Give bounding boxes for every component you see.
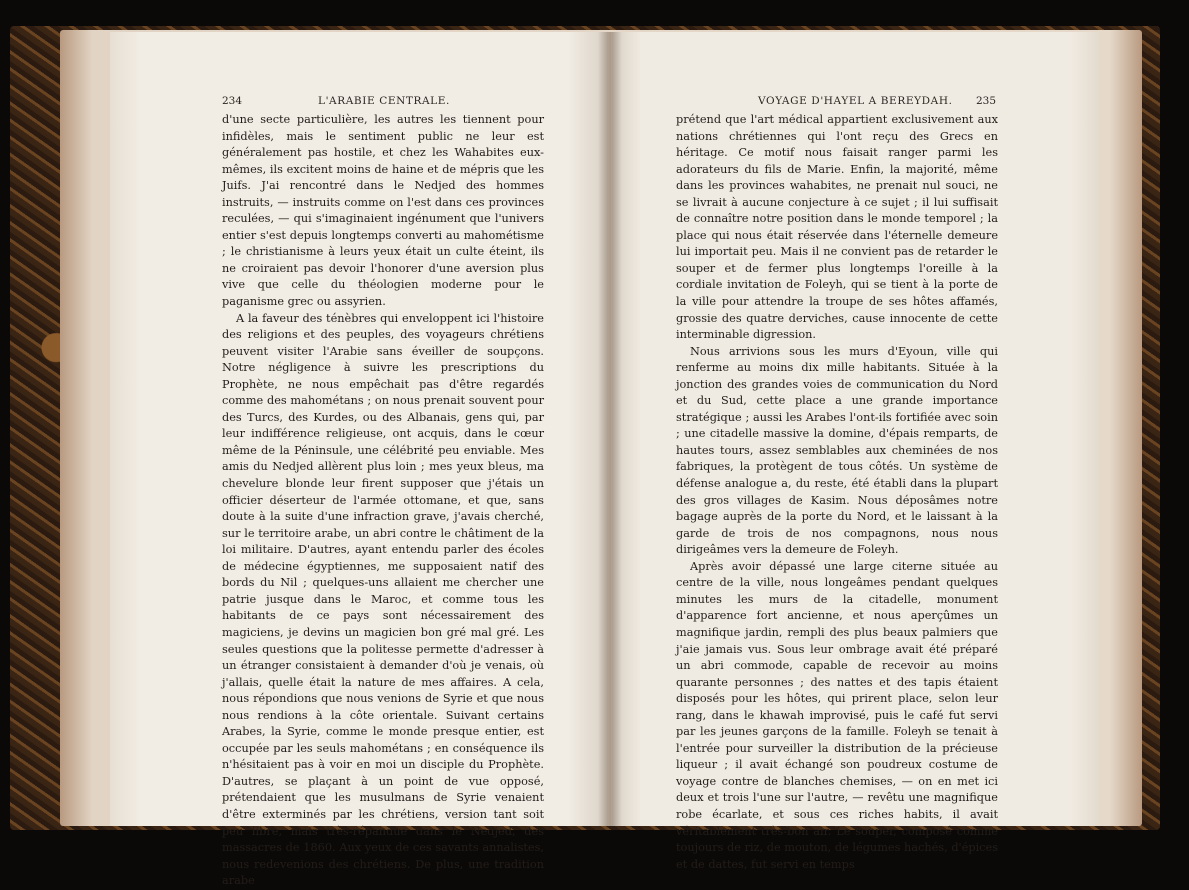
paragraph: A la faveur des ténèbres qui enveloppent ici l'histoire des religions et des peuples, des voyageurs chrétiens peuvent visiter l'Arabie sans éveiller de soupçons. Notre négligence à suivre les prescriptions du Prophète, ne nous empêchait pas d'être regardés comme des mahométans ; on nous prenait souvent pour des Turcs, des Kurdes, ou des Albanais, gens qui, par leur indifférence religieuse, ont acquis, dans le cœur même de la Péninsule, une célébrité peu enviable. Mes amis du Nedjed allèrent plus loin ; mes yeux bleus, ma chevelure blonde leur firent supposer que j'étais un officier déserteur de l'armée ottomane, et que, sans doute à la suite d'une infraction grave, j'avais cherché, sur le territoire arabe, un abri contre le châtiment de la loi militaire. D'autres, ayant entendu parler des écoles de médecine égyptiennes, me supposaient natif des bords du Nil ; quelques-uns allaient me chercher une patrie jusque dans le Maroc, et comme tous les habitants de ce pays sont nécessairement des magiciens, je devins un magicien bon gré mal gré. Les seules questions que la politesse permette d'adresser à un étranger consistaient à demander d'où je venais, où j'allais, quelle était la nature de mes affaires. A cela, nous répondions que nous venions de Syrie et que nous nous rendions à la côte orientale. Suivant certains Arabes, la Syrie, comme le monde presque entier, est occupée par les seuls mahométans ; en conséquence ils n'hésitaient pas à voir en moi un disciple du Prophète. D'autres, se plaçant à un point de vue opposé, prétendaient que les musulmans de Syrie venaient d'être exterminés par les chrétiens, version tant soit peu libre, mais très-répandue dans le Nedjed, des massacres de 1860. Aux yeux de ces savants annalistes, nous redevenions des chrétiens. De plus, une tradition arabe (222, 311, 544, 888)
right-running-head (676, 95, 998, 109)
right-page-number: 235 (975, 95, 996, 107)
paragraph: Après avoir dépassé une large citerne située au centre de la ville, nous longeâmes pendant quelques minutes les murs de la citadelle, monument d'apparence fort ancienne, et nous aperçûmes un magnifique jardin, rempli des plus beaux palmiers que j'aie jamais vus. Sous leur ombrage avait été préparé un abri commode, capable de recevoir au moins quarante personnes ; des nattes et des tapis étaient disposés pour les hôtes, qui prirent place, selon leur rang, dans le khawah improvisé, puis le café fut servi par les jeunes garçons de la famille. Foleyh se tenait à l'entrée pour surveiller la distribution de la précieuse liqueur ; il avait échangé son poudreux costume de voyage contre de blanches chemises, — on en met ici deux et trois l'une sur l'autre, — revêtu une magnifique robe écarlate, et sous ces riches habits, il avait véritablement très-bon air. Le souper, composé comme toujours de riz, de mouton, de légumes hachés, d'épices et de dattes, fut servi en temps (676, 559, 998, 871)
paragraph: d'une secte particulière, les autres les tiennent pour infidèles, mais le sentiment public ne leur est généralement pas hostile, et chez les Wahabites eux-mêmes, ils excitent moins de haine et de mépris que les Juifs. J'ai rencontré dans le Nedjed des hommes instruits, — instruits comme on l'est dans ces provinces reculées, — qui s'imaginaient ingénument que l'univers entier s'est depuis longtemps converti au mahométisme ; le christianisme à leurs yeux était un culte éteint, ils ne croiraient pas devoir l'honorer d'une aversion plus vive que celle du théologien moderne pour le paganisme grec ou assyrien. (222, 113, 544, 309)
left-page-text (222, 112, 544, 890)
paragraph: prétend que l'art médical appartient exclusivement aux nations chrétiennes qui l'ont reçu des Grecs en héritage. Ce motif nous faisait ranger parmi les adorateurs du fils de Marie. Enfin, la majorité, même dans les provinces wahabites, ne prenait nul souci, ne se livrait à aucune conjecture à ce sujet ; il lui suffisait de connaître notre position dans le monde temporel ; la place qui nous était réservée dans l'éternelle demeure lui importait peu. Mais il ne convient pas de retarder le souper et de fermer plus longtemps l'oreille à la cordiale invitation de Foleyh, qui se tient à la porte de la ville pour attendre la troupe de ses hôtes affamés, grossie des quatre derviches, cause innocente de cette interminable digression. (676, 113, 998, 342)
left-page-number: 234 (222, 95, 243, 107)
right-page-text (676, 112, 998, 873)
book-gutter (598, 32, 622, 826)
paragraph: Nous arrivions sous les murs d'Eyoun, ville qui renferme au moins dix mille habitants. Située à la jonction des grandes voies de communication du Nord et du Sud, cette place a une grande importance stratégique ; aussi les Arabes l'ont-ils fortifiée avec soin ; une citadelle massive la domine, d'épais remparts, de hautes tours, assez semblables aux cheminées de nos fabriques, la protègent de tous côtés. Un système de défense analogue a, du reste, été établi dans la plupart des gros villages de Kasim. Nous déposâmes notre bagage auprès de la porte du Nord, et le laissant à la garde de trois de nos compagnons, nous nous dirigeâmes vers la demeure de Foleyh. (676, 344, 998, 557)
right-running-title: VOYAGE D'HAYEL A BEREYDAH. (758, 95, 953, 107)
left-running-head (222, 95, 544, 109)
left-running-title: L'ARABIE CENTRALE. (318, 95, 450, 107)
